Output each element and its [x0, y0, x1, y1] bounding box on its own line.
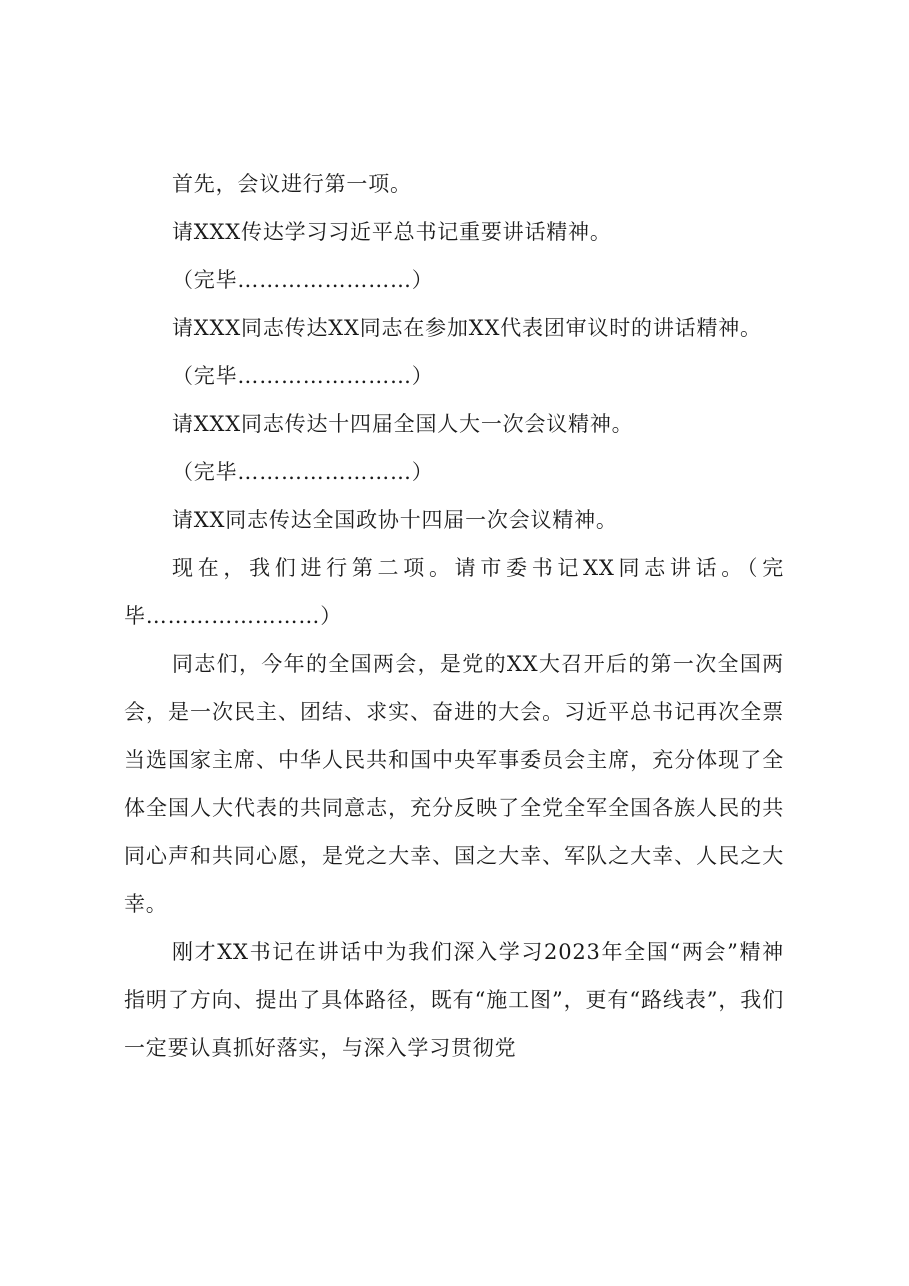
paragraph-finished-note-2: （完毕……………………） — [172, 364, 434, 388]
paragraph-speech-body-1: 同志们，今年的全国两会，是党的XX大召开后的第一次全国两会，是一次民主、团结、求实、奋进的大会。习近平总书记再次全票当选国家主席、中华人民共和国中央军事委员会主席，充分体现了全体全国人大代表的共同意志，充分反映了全党全军全国各族人民的共同心声和共同心愿，是党之大幸、国之大幸、军队之大幸、人民之大幸。 — [124, 652, 784, 916]
paragraph-finished-note-1: （完毕……………………） — [172, 268, 434, 292]
paragraph-agenda-item-one: 首先，会议进行第一项。 — [172, 172, 412, 196]
paragraph-speech-request-1: 请XXX传达学习习近平总书记重要讲话精神。 — [172, 220, 612, 244]
paragraph-finished-note-3: （完毕……………………） — [172, 460, 434, 484]
document-body — [124, 160, 784, 1072]
paragraph-speech-request-2: 请XXX同志传达XX同志在参加XX代表团审议时的讲话精神。 — [172, 316, 762, 340]
paragraph-speech-request-4: 请XX同志传达全国政协十四届一次会议精神。 — [172, 508, 618, 532]
paragraph-agenda-item-two: 现在，我们进行第二项。请市委书记XX同志讲话。（完毕……………………） — [124, 556, 784, 628]
paragraph-speech-body-2: 刚才XX书记在讲话中为我们深入学习2023年全国“两会”精神指明了方向、提出了具体路径，既有“施工图”，更有“路线表”，我们一定要认真抓好落实，与深入学习贯彻党 — [124, 940, 784, 1060]
paragraph-speech-request-3: 请XXX同志传达十四届全国人大一次会议精神。 — [172, 412, 634, 436]
